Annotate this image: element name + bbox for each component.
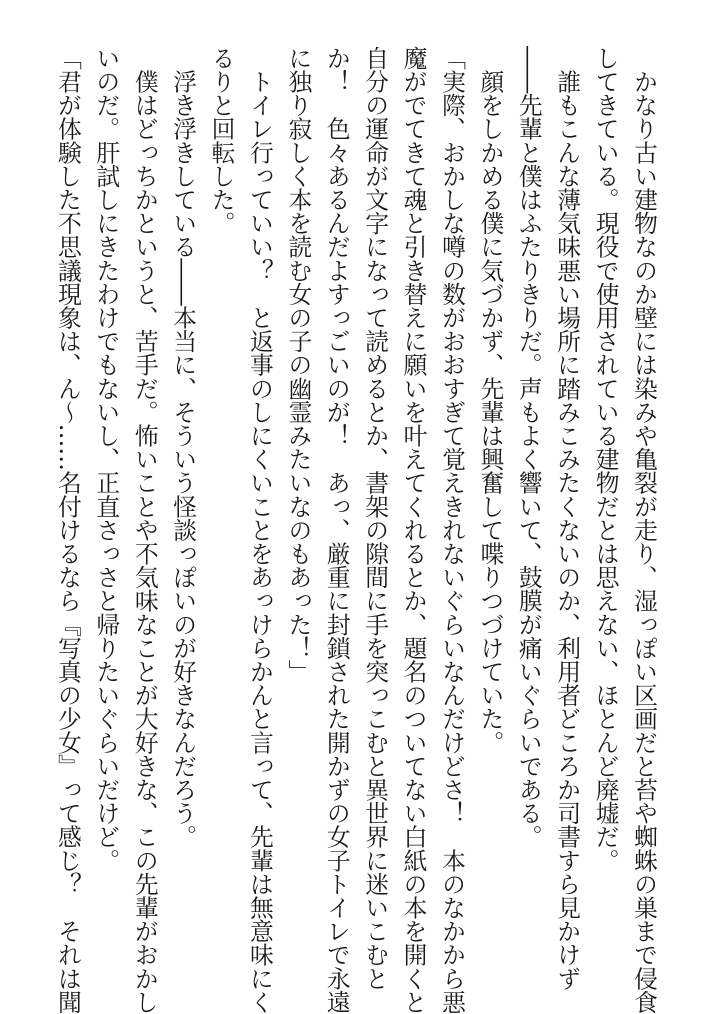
text-line: に独り寂しく本を読む女の子の幽霊みたいなのもあった！」 xyxy=(284,46,313,684)
text-line: るりと回転した。 xyxy=(207,46,236,235)
text-line: 自分の運命が文字になって読めるとか、書架の隙間に手を突っこむと異世界に迷いこむと xyxy=(361,46,390,990)
text-line: 顔をしかめる僕に気づかず、先輩は興奮して喋りつづけていた。 xyxy=(476,46,505,754)
text-line: 魔がでてきて魂と引き替えに願いを叶えてくれるとか、題名のついてない白紙の本を開くと xyxy=(399,46,428,1014)
text-line: してきている。現役で使用されている建物だとは思えない、ほとんど廃墟だ。 xyxy=(591,46,620,872)
text-line: 誰もこんな薄気味悪い場所に踏みこみたくないのか、利用者どころか司書すら見かけず xyxy=(553,46,582,990)
text-line: か！ 色々あるんだよすっごいのが！ あっ、厳重に封鎖された開かずの女子トイレで永遠 xyxy=(322,46,351,1014)
text-line: 「実際、おかしな噂の数がおおすぎて覚えきれないぐらいなんだけどさ！ 本のなかから悪 xyxy=(437,46,466,1014)
text-line: トイレ行っていい？ と返事のしにくいことをあっけらかんと言って、先輩は無意味にく xyxy=(245,46,274,1014)
text-line: 「君が体験した不思議現象は、ん～……名付けるなら『写真の少女』って感じ？ それは聞 xyxy=(53,46,82,1014)
text-line: いのだ。肝試しにきたわけでもないし、正直さっさと帰りたいぐらいだけど。 xyxy=(92,46,121,872)
text-line: 僕はどっちかというと、苦手だ。怖いことや不気味なことが大好きな、この先輩がおかし xyxy=(130,46,159,1014)
vertical-text-body xyxy=(49,46,664,1014)
text-line: ――先輩と僕はふたりきりだ。声もよく響いて、鼓膜が痛いぐらいである。 xyxy=(514,46,543,849)
text-line: 浮き浮きしている――本当に、そういう怪談っぽいのが好きなんだろう。 xyxy=(169,46,198,849)
text-line: かなり古い建物なのか壁には染みや亀裂が走り、湿っぽい区画だと苔や蜘蛛の巣まで侵食 xyxy=(630,46,658,1014)
